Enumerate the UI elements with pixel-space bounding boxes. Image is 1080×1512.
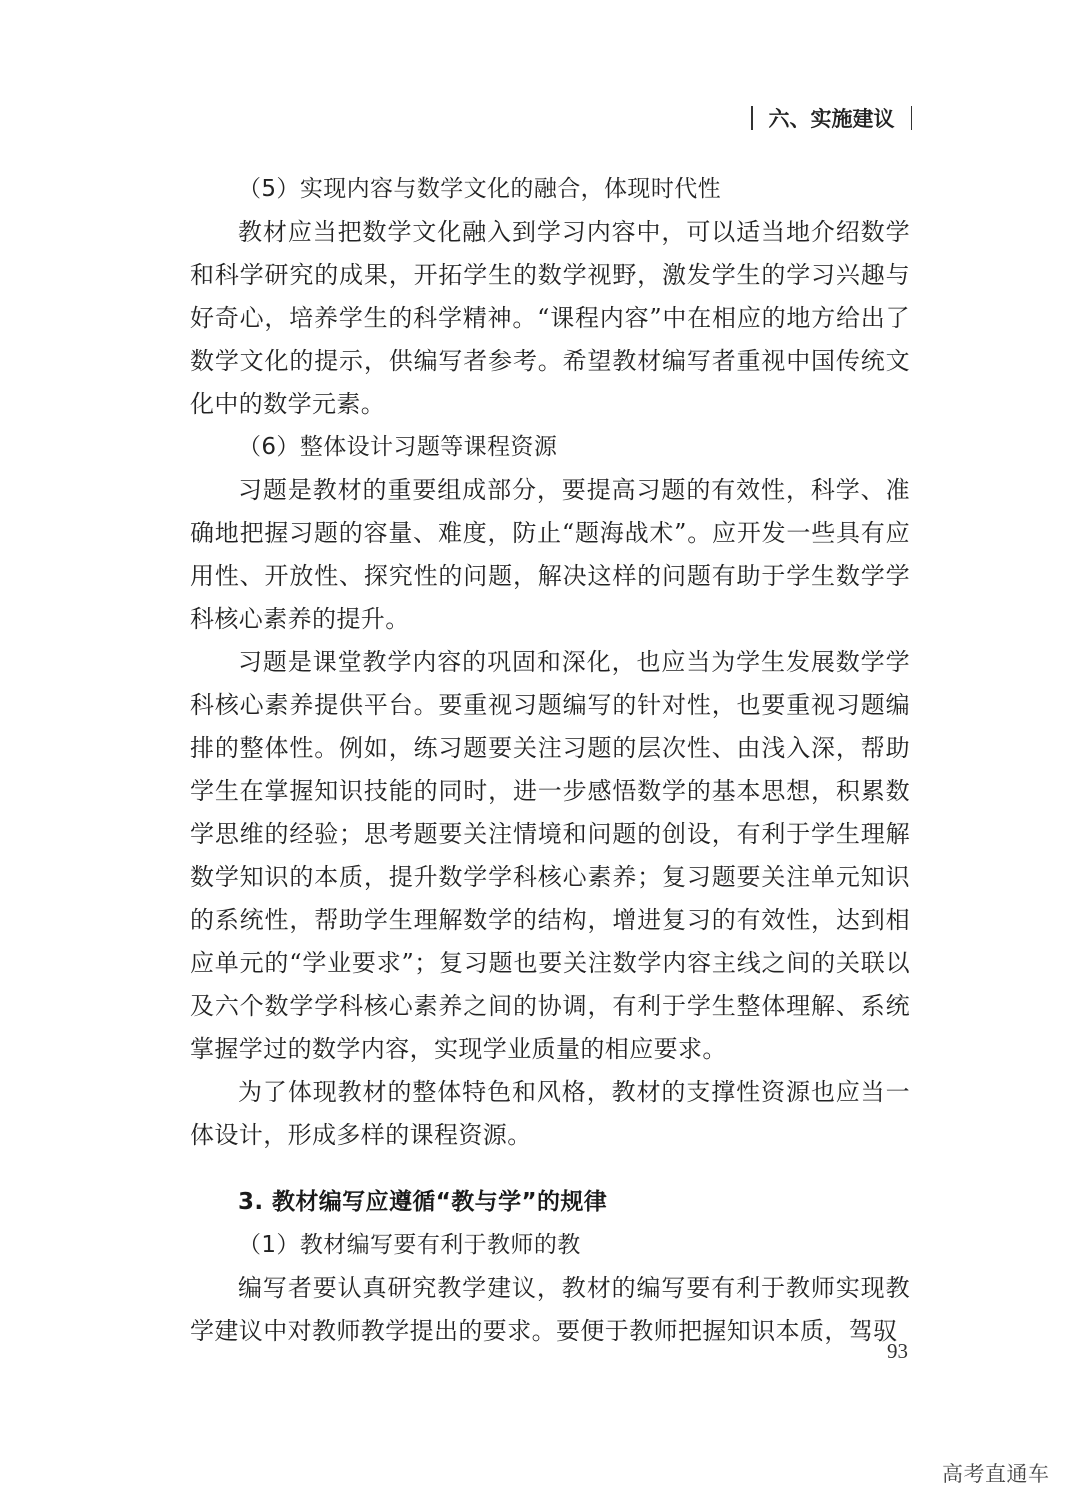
paragraph-math-culture: 教材应当把数学文化融入到学习内容中，可以适当地介绍数学和科学研究的成果，开拓学生的数学视野，激发学生的学习兴趣与好奇心，培养学生的科学精神。“课程内容”中在相应的地方给出了数学文化的提示，供编写者参考。希望教材编写者重视中国传统文化中的数学元素。 xyxy=(190,218,910,418)
chapter-title: 六、实施建议 xyxy=(768,107,895,131)
watermark: 高考直通车 xyxy=(942,1462,1050,1486)
paragraph-exercises-design: 习题是课堂教学内容的巩固和深化，也应当为学生发展数学学科核心素养提供平台。要重视习题编写的针对性，也要重视习题编排的整体性。例如，练习题要关注习题的层次性、由浅入深，帮助学生在掌握知识技能的同时，进一步感悟数学的基本思想，积累数学思维的经验；思考题要关注情境和问题的创设，有利于学生理解数学知识的本质，提升数学学科核心素养；复习题要关注单元知识的系统性，帮助学生理解数学的结构，增进复习的有效性，达到相应单元的“学业要求”；复习题也要关注数学内容主线之间的关联以及六个数学学科核心素养之间的协调，有利于学生整体理解、系统掌握学过的数学内容，实现学业质量的相应要求。 xyxy=(190,648,910,1063)
paragraph-exercises-importance: 习题是教材的重要组成部分，要提高习题的有效性，科学、准确地把握习题的容量、难度，防止“题海战术”。应开发一些具有应用性、开放性、探究性的问题，解决这样的问题有助于学生数学学科核心素养的提升。 xyxy=(190,476,910,633)
paragraph-teacher-teaching: 编写者要认真研究教学建议，教材的编写要有利于教师实现教学建议中对教师教学提出的要求。要便于教师把握知识本质，驾驭 xyxy=(190,1274,910,1345)
paragraph-supporting-resources: 为了体现教材的整体特色和风格，教材的支撑性资源也应当一体设计，形成多样的课程资源。 xyxy=(190,1078,910,1149)
subsection-heading-1: （1）教材编写要有利于教师的教 xyxy=(238,1232,581,1258)
header-divider-right xyxy=(911,106,913,130)
section-heading-3: 3. 教材编写应遵循“教与学”的规律 xyxy=(238,1189,608,1215)
page-body xyxy=(190,168,910,1353)
subsection-heading-5: （5）实现内容与数学文化的融合，体现时代性 xyxy=(238,176,722,202)
page-number: 93 xyxy=(887,1339,908,1363)
subsection-heading-6: （6）整体设计习题等课程资源 xyxy=(238,434,558,460)
running-header xyxy=(751,100,912,136)
